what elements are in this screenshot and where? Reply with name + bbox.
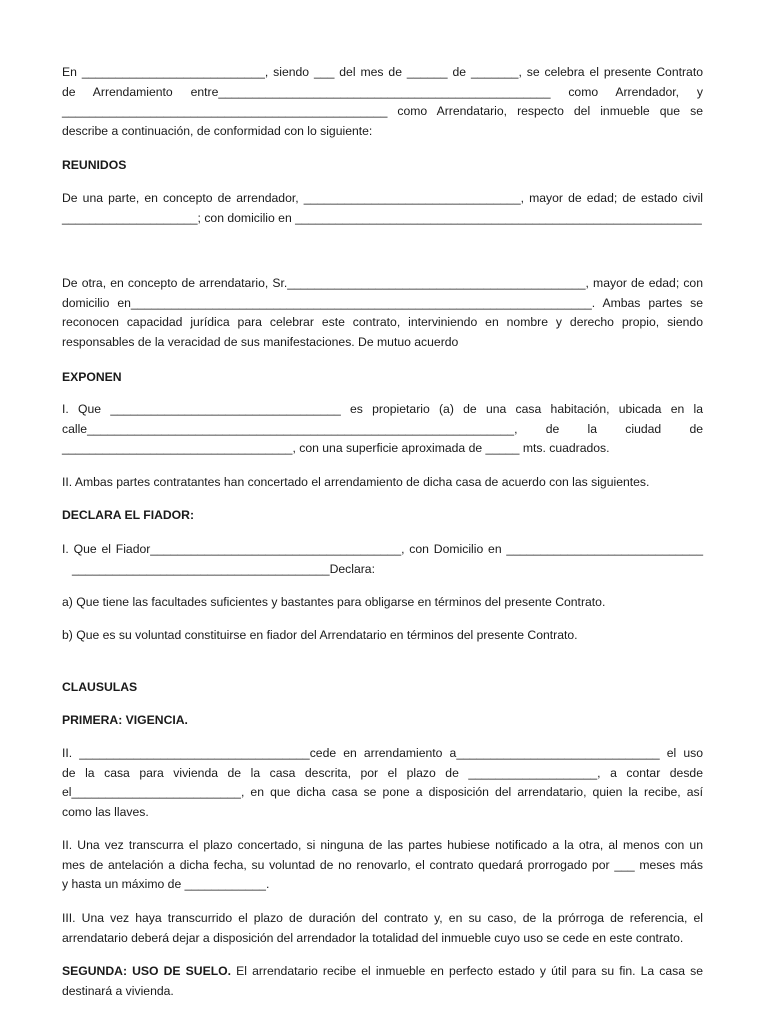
primera-ii-a-line: II. __________________________________cede en arrendamiento a______________________________ el uso (62, 746, 703, 760)
arrendatario-line: responsables de la veracidad de sus manifestaciones. De mutuo acuerdo (62, 334, 459, 349)
fiador-b-paragraph: b) Que es su voluntad constituirse en fiador del Arrendatario en términos del presente Contrato. (62, 628, 578, 642)
primera-ii-a-paragraph (62, 744, 703, 822)
intro-line: En ___________________________, siendo ___ del mes de ______ de _______, se celebra el presente Contrato (62, 65, 703, 79)
primera-ii-a-line: el_________________________, en que dicha casa se pone a disposición del arrendatario, quien la recibe, así (62, 785, 703, 800)
segunda-line (62, 962, 703, 982)
primera-ii-a-line: de la casa para vivienda de la casa descrita, por el plazo de ___________________, a contar desde (62, 765, 703, 780)
fiador-a-paragraph: a) Que tiene las facultades suficientes y bastantes para obligarse en términos del presente Contrato. (62, 595, 606, 609)
exponen-ii-paragraph: II. Ambas partes contratantes han concertado el arrendamiento de dicha casa de acuerdo con las siguientes. (62, 475, 650, 489)
arrendador-paragraph (62, 189, 703, 228)
arrendatario-line: domicilio en____________________________________________________________________. Ambas partes se (62, 295, 703, 310)
primera-ii-b-line: II. Una vez transcurra el plazo concertado, si ninguna de las partes hubiese notificado a la otra, al menos con un (62, 838, 703, 852)
exponen-i-line: calle_______________________________________________________________, de la ciudad de (62, 421, 703, 436)
clausulas-heading: CLAUSULAS (62, 680, 138, 694)
fiador-heading: DECLARA EL FIADOR: (62, 508, 195, 522)
arrendador-line: ____________________; con domicilio en ____________________________________________________________ (62, 210, 702, 225)
arrendador-line: De una parte, en concepto de arrendador, ________________________________, mayor de edad; de estado civil (62, 191, 703, 205)
primera-ii-b-line: mes de antelación a dicha fecha, su voluntad de no renovarlo, el contrato quedará prorrogado por ___ meses más (62, 857, 703, 872)
arrendatario-paragraph (62, 274, 703, 352)
segunda-line: destinará a vivienda. (62, 983, 174, 998)
primera-ii-a-line: como las llaves. (62, 804, 149, 819)
reunidos-heading: REUNIDOS (62, 158, 127, 172)
exponen-i-line: __________________________________, con una superficie aproximada de _____ mts. cuadrados. (62, 441, 610, 456)
exponen-i-line: I. Que __________________________________ es propietario (a) de una casa habitación, ubicada en la (62, 402, 703, 416)
intro-line: describe a continuación, de conformidad con lo siguiente: (62, 123, 373, 138)
exponen-heading: EXPONEN (62, 370, 122, 384)
intro-line: de Arrendamiento entre_________________________________________________ como Arrendador, y (62, 84, 703, 99)
fiador-i-line: ______________________________________Declara: (72, 561, 375, 576)
primera-iii-paragraph (62, 909, 703, 948)
intro-paragraph (62, 63, 703, 141)
primera-heading: PRIMERA: VIGENCIA. (62, 713, 188, 727)
segunda-heading: SEGUNDA: USO DE SUELO. (62, 964, 232, 978)
exponen-i-paragraph (62, 400, 703, 459)
fiador-i-line: I. Que el Fiador_____________________________________, con Domicilio en _____________________________ (62, 542, 703, 556)
primera-ii-b-line: y hasta un máximo de ____________. (62, 877, 270, 892)
arrendatario-line: De otra, en concepto de arrendatario, Sr.____________________________________________, mayor de edad; con (62, 276, 703, 290)
arrendatario-line: reconocen capacidad jurídica para celebrar este contrato, interviniendo en nombre y derecho propio, siendo (62, 315, 703, 330)
segunda-text: El arrendatario recibe el inmueble en perfecto estado y útil para su fin. La casa se (231, 964, 704, 978)
fiador-i-paragraph (62, 540, 703, 579)
segunda-paragraph (62, 962, 703, 1001)
primera-iii-line: arrendatario deberá dejar a disposición del arrendador la totalidad del inmueble cuyo uso se cede en este contrato. (62, 930, 684, 945)
intro-line: ________________________________________________ como Arrendatario, respecto del inmueble que se (62, 104, 703, 119)
primera-iii-line: III. Una vez haya transcurrido el plazo de duración del contrato y, en su caso, de la prórroga de referencia, el (62, 911, 703, 925)
primera-ii-b-paragraph (62, 836, 703, 895)
